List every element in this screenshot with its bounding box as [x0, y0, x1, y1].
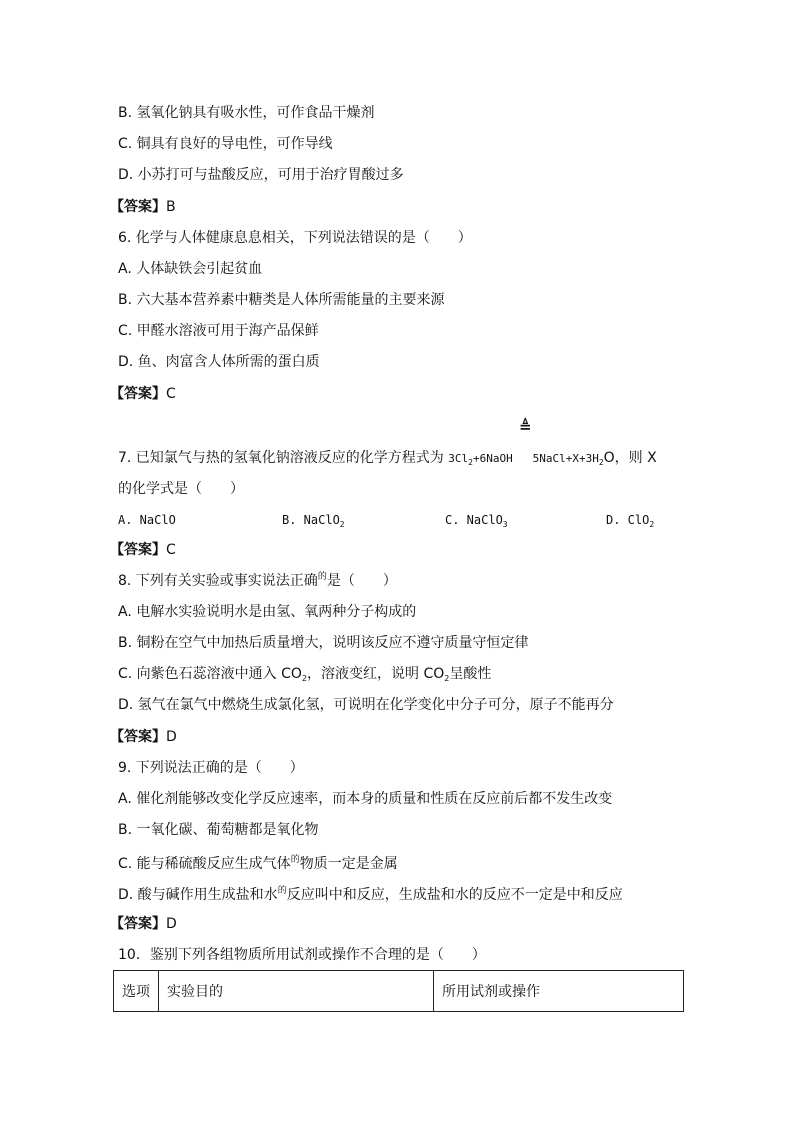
q10-table	[113, 970, 684, 1012]
q9-option-d: D. 酸与碱作用生成盐和水$^的$反应叫中和反应，生成盐和水的反应不一定是中和反应	[118, 886, 623, 903]
q7-stem-line1	[118, 449, 657, 469]
answer-label: 【答案】	[110, 199, 166, 215]
q5-answer	[110, 198, 176, 216]
q5-option-c: C. 铜具有良好的导电性，可作导线	[118, 136, 333, 152]
table-header-option: 选项	[114, 971, 159, 1012]
answer-label: 【答案】	[110, 916, 166, 932]
q6-option-b: B. 六大基本营养素中糖类是人体所需能量的主要来源	[118, 292, 445, 308]
q9-option-c: C. 能与稀硫酸反应生成气体$^的$物质一定是金属	[118, 855, 398, 872]
q9-answer	[110, 915, 177, 933]
q5-option-d: D. 小苏打可与盐酸反应，可用于治疗胃酸过多	[118, 167, 404, 183]
q8-option-b: B. 铜粉在空气中加热后质量增大，说明该反应不遵守质量守恒定律	[118, 635, 529, 651]
q6-answer	[110, 385, 176, 403]
q5-option-b: B. 氢氧化钠具有吸水性，可作食品干燥剂	[118, 105, 375, 121]
q7-option-b: B. NaClO$_2$	[282, 513, 345, 529]
answer-label: 【答案】	[110, 386, 166, 402]
q9-option-a: A. 催化剂能够改变化学反应速率，而本身的质量和性质在反应前后都不发生改变	[118, 791, 613, 807]
q10-stem: 10．鉴别下列各组物质所用试剂或操作不合理的是（ ）	[118, 947, 486, 963]
equation-right-tail: O，则 X	[603, 450, 657, 466]
table-header-reagent: 所用试剂或操作	[434, 971, 684, 1012]
q7-option-d: D. ClO$_2$	[606, 513, 655, 529]
q9-stem: 9. 下列说法正确的是（ ）	[118, 760, 304, 776]
q8-option-d: D. 氢气在氯气中燃烧生成氯化氢，可说明在化学变化中分子可分，原子不能再分	[118, 697, 614, 713]
q8-option-a: A. 电解水实验说明水是由氢、氧两种分子构成的	[118, 604, 417, 620]
answer-value: B	[166, 199, 176, 215]
answer-value: D	[166, 916, 177, 932]
equation-left: $3Cl_2+6NaOH$ $5NaCl+X+3H_2$	[448, 452, 604, 467]
q6-option-d: D. 鱼、肉富含人体所需的蛋白质	[118, 354, 320, 370]
answer-value: D	[166, 729, 177, 745]
q7-option-a: A. NaClO	[118, 513, 176, 527]
heating-condition-symbol: ≜	[519, 418, 532, 436]
q8-stem: 8. 下列有关实验或事实说法正确$^的$是（ ）	[118, 572, 397, 589]
table-header-purpose: 实验目的	[159, 971, 434, 1012]
q6-option-c: C. 甲醛水溶液可用于海产品保鲜	[118, 323, 319, 339]
q9-option-b: B. 一氧化碳、葡萄糖都是氧化物	[118, 822, 319, 838]
q7-stem-text: 7. 已知氯气与热的氢氧化钠溶液反应的化学方程式为	[118, 450, 449, 466]
answer-label: 【答案】	[110, 729, 166, 745]
q7-option-c: C. NaClO$_3$	[445, 513, 508, 529]
q8-answer	[110, 728, 177, 746]
table-row	[114, 971, 684, 1012]
q7-stem-line2: 的化学式是（ ）	[118, 481, 244, 497]
q6-stem: 6. 化学与人体健康息息相关，下列说法错误的是（ ）	[118, 230, 472, 246]
answer-label: 【答案】	[110, 542, 166, 558]
answer-value: C	[166, 386, 176, 402]
answer-value: C	[166, 542, 176, 558]
q8-option-c: C. 向紫色石蕊溶液中通入 $CO_2$，溶液变红，说明 $CO_2$呈酸性	[118, 666, 492, 683]
q6-option-a: A. 人体缺铁会引起贫血	[118, 261, 263, 277]
q7-answer	[110, 541, 176, 559]
